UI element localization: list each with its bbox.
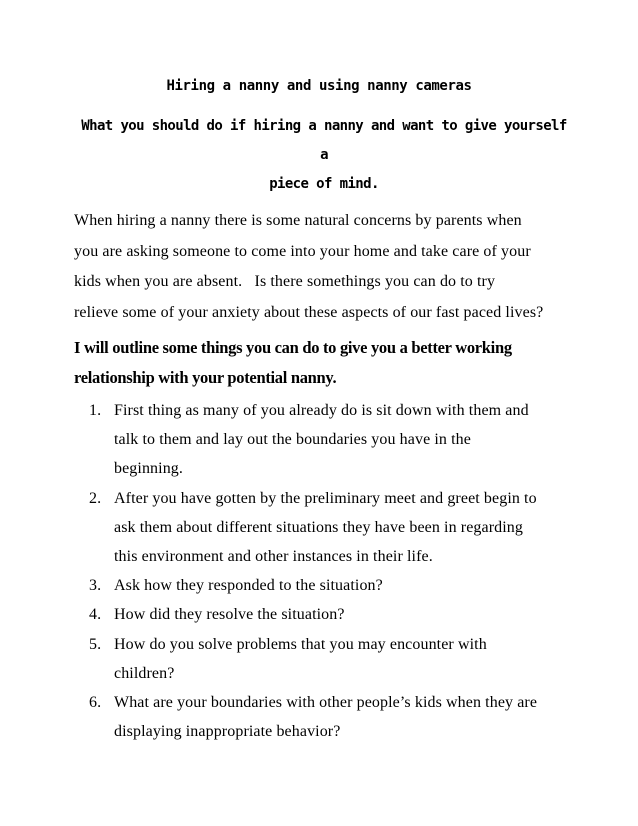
list-item: [74, 630, 574, 688]
list-item: [74, 688, 574, 746]
list-item-number: 3.: [89, 577, 102, 595]
list-item-line: this environment and other instances in their life.: [114, 548, 433, 566]
subtitle-line: piece of mind.: [269, 176, 379, 192]
list-item-number: 6.: [89, 694, 102, 712]
list-item-number: 4.: [89, 606, 102, 624]
list-item: [74, 600, 574, 629]
intro-paragraph: [74, 206, 574, 328]
list-item-line: displaying inappropriate behavior?: [114, 723, 341, 741]
list-item-number: 2.: [89, 489, 102, 507]
intro-line: you are asking someone to come into your home and take care of your: [74, 242, 531, 260]
intro-line: When hiring a nanny there is some natural concerns by parents when: [74, 212, 522, 229]
list-item-line: ask them about different situations they have been in regarding: [114, 518, 523, 536]
section-heading: [74, 333, 574, 393]
list-item-line: talk to them and lay out the boundaries you have in the: [114, 431, 471, 449]
subtitle-line: What you should do if hiring a nanny and want to give yourself a: [81, 118, 567, 163]
list-item-number: 1.: [89, 402, 102, 419]
list-item-line: beginning.: [114, 460, 183, 478]
list-item: [74, 396, 574, 484]
list-item-number: 5.: [89, 635, 102, 653]
list-item-line: children?: [114, 664, 175, 682]
heading-line: I will outline some things you can do to give you a better working: [74, 338, 512, 357]
intro-line: relieve some of your anxiety about these aspects of our fast paced lives?: [74, 303, 544, 321]
list-item-line: How do you solve problems that you may encounter with: [114, 635, 487, 653]
document-title: Hiring a nanny and using nanny cameras: [166, 78, 472, 94]
intro-line: kids when you are absent. Is there somethings you can do to try: [74, 273, 496, 290]
numbered-list: [74, 396, 574, 746]
list-item-line: How did they resolve the situation?: [114, 606, 345, 624]
heading-line: relationship with your potential nanny.: [74, 368, 337, 387]
document-subtitle: [74, 112, 574, 199]
list-item-line: What are your boundaries with other people’s kids when they are: [114, 694, 538, 712]
list-item-line: First thing as many of you already do is sit down with them and: [114, 402, 529, 419]
list-item: [74, 484, 574, 572]
list-item: [74, 571, 574, 600]
list-item-line: After you have gotten by the preliminary meet and greet begin to: [114, 489, 537, 507]
list-item-line: Ask how they responded to the situation?: [114, 577, 383, 595]
